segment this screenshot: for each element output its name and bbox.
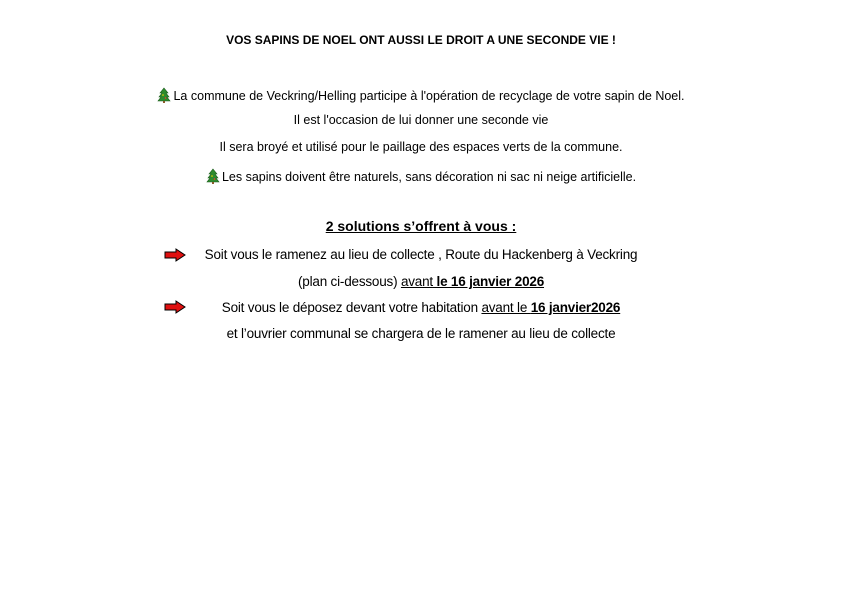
option1-date: le 16 janvier 2026 [432, 274, 545, 289]
christmas-tree-icon [157, 87, 171, 103]
intro-line-3: Il sera broyé et utilisé pour le paillage des espaces verts de la commune. [219, 140, 623, 154]
solutions-heading-text: 2 solutions s’offrent à vous : [325, 218, 517, 234]
option1-line2 [0, 274, 842, 289]
option2-line1 [0, 300, 842, 315]
page-title: VOS SAPINS DE NOEL ONT AUSSI LE DROIT A UNE SECONDE VIE ! [226, 33, 616, 47]
option2-prefix: Soit vous le déposez devant votre habitation [221, 300, 482, 315]
option2-line2: et l’ouvrier communal se chargera de le ramener au lieu de collecte [226, 326, 616, 341]
intro-line-4 [0, 168, 842, 184]
option2-avant: avant le [481, 300, 531, 315]
option2-date: 16 janvier2026 [530, 300, 621, 315]
option1-prefix: (plan ci-dessous) [297, 274, 401, 289]
intro-line-1 [0, 87, 842, 103]
intro-text-1: La commune de Veckring/Helling participe à l'opération de recyclage de votre sapin de Noel. [173, 89, 685, 103]
christmas-tree-icon [206, 168, 220, 184]
option1-avant: avant [400, 274, 433, 289]
solutions-heading [0, 218, 842, 234]
intro-text-4: Les sapins doivent être naturels, sans décoration ni sac ni neige artificielle. [221, 170, 637, 184]
intro-line-2: Il est l'occasion de lui donner une seconde vie [293, 113, 549, 127]
option1-line1: Soit vous le ramenez au lieu de collecte , Route du Hackenberg à Veckring [204, 247, 638, 262]
